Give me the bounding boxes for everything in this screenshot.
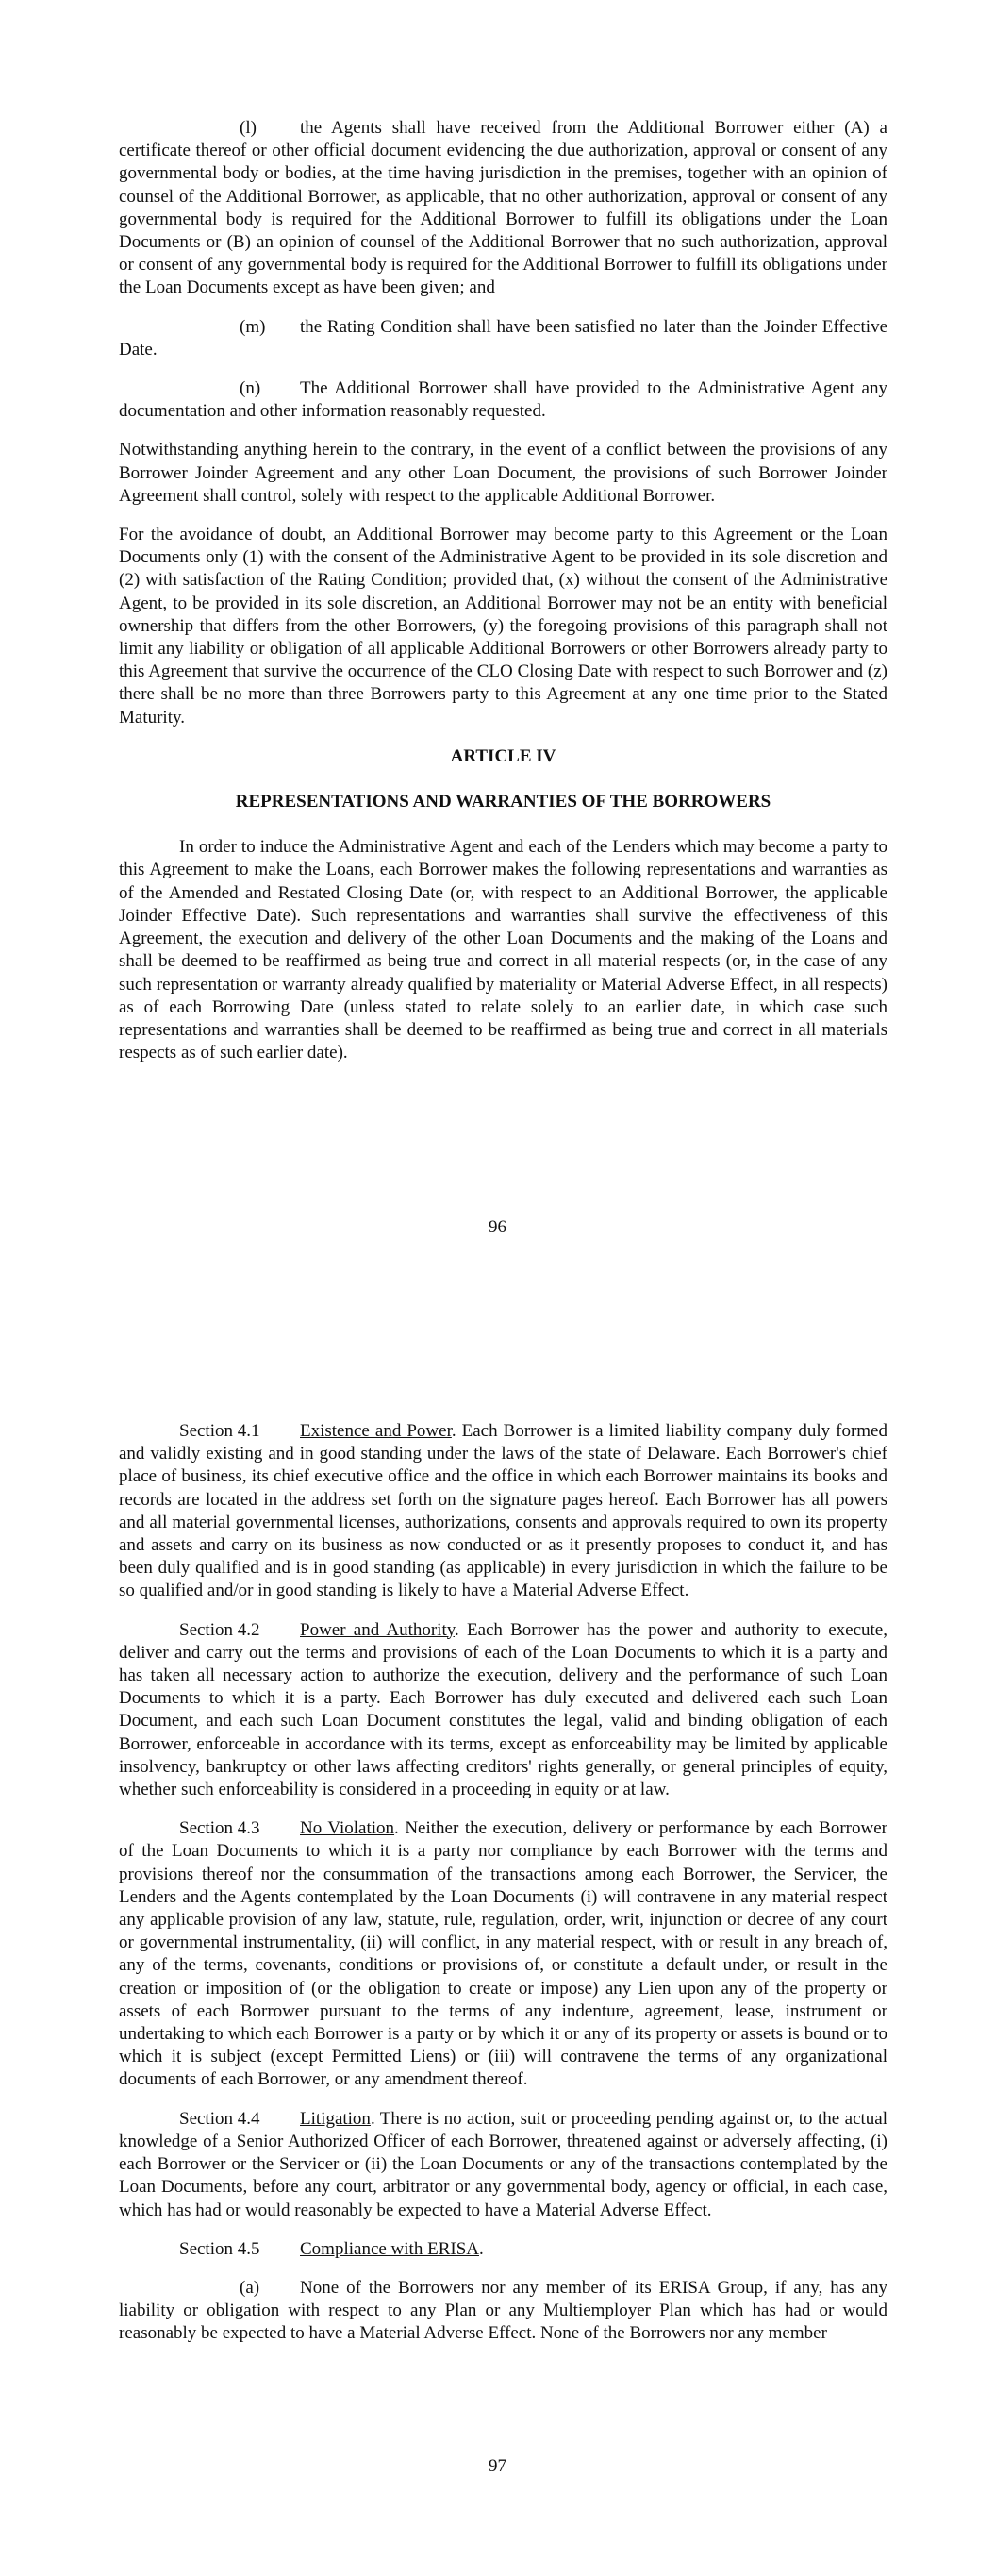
page-97 bbox=[0, 1288, 995, 2576]
clause-l-text: the Agents shall have received from the Additional Borrower either (A) a certificate thereof or other official document evidencing the due authorization, approval or consent of any governmental body or bodies, at the time having jurisdiction in the premises, together with an opinion of counsel of the Additional Borrower, as applicable, that no other authorization, approval or consent of any governmental body is required for the Additional Borrower to fulfill its obligations under the Loan Documents or (B) an opinion of counsel of the Additional Borrower that no such authorization, approval or consent of any governmental body is required for the Additional Borrower to fulfill its obligations under the Loan Documents except as have been given; and bbox=[119, 118, 887, 298]
clause-l-label: (l) bbox=[240, 118, 257, 138]
section-4-3 bbox=[119, 1817, 887, 2091]
page-97-body bbox=[119, 1420, 887, 2362]
section-4-5-a-label: (a) bbox=[240, 2277, 260, 2298]
section-4-3-number: Section 4.3 bbox=[179, 1818, 260, 1839]
section-4-5 bbox=[119, 2238, 887, 2261]
notwithstanding-paragraph: Notwithstanding anything herein to the contrary, in the event of a conflict between the provisions of any Borrower Joinder Agreement and any other Loan Document, the provisions of such Borrower Joinder Agreement shall control, solely with respect to the applicable Additional Borrower. bbox=[119, 440, 887, 506]
section-4-1-number: Section 4.1 bbox=[179, 1421, 260, 1441]
section-4-2 bbox=[119, 1619, 887, 1802]
section-4-5-period: . bbox=[478, 2238, 484, 2259]
section-4-2-number: Section 4.2 bbox=[179, 1619, 260, 1640]
clause-l bbox=[119, 117, 887, 300]
section-4-4-number: Section 4.4 bbox=[179, 2108, 260, 2129]
avoidance-paragraph: For the avoidance of doubt, an Additional Borrower may become party to this Agreement or the Loan Documents only (1) with the consent of the Administrative Agent to be provided in its sole discretion and (2) with satisfaction of the Rating Condition; provided that, (x) without the consent of the Administrative Agent, to be provided in its sole discretion, an Additional Borrower may not be an entity with beneficial ownership that differs from the other Borrowers, (y) the foregoing provisions of this paragraph shall not limit any liability or obligation of all applicable Additional Borrowers or other Borrowers already party to this Agreement that survive the occurrence of the CLO Closing Date with respect to such Borrower and (z) there shall be no more than three Borrowers party to this Agreement at any one time prior to the Stated Maturity. bbox=[119, 525, 887, 728]
clause-n-label: (n) bbox=[240, 378, 261, 399]
clause-m-text: the Rating Condition shall have been satisfied no later than the Joinder Effective Date. bbox=[119, 316, 887, 360]
section-4-5-a-text: None of the Borrowers nor any member of its ERISA Group, if any, has any liability or obligation with respect to any Plan or any Multiemployer Plan which has had or would reasonably be expected to have a Material Adverse Effect. None of the Borrowers nor any member bbox=[119, 2277, 887, 2344]
page-number-96: 96 bbox=[489, 1217, 506, 1237]
section-4-2-title: Power and Authority bbox=[300, 1619, 455, 1640]
section-4-5-a bbox=[119, 2277, 887, 2346]
clause-m bbox=[119, 316, 887, 361]
section-4-1-title: Existence and Power bbox=[300, 1421, 452, 1441]
section-4-4-text: . There is no action, suit or proceeding pending against or, to the actual knowledge of a Senior Authorized Officer of each Borrower, threatened against or adversely affecting, (i) each Borrower or the Servicer or (ii) the Loan Documents or any of the transactions contemplated by the Loan Documents, before any court, arbitrator or any governmental body, agency or official, in each case, which has had or would reasonably be expected to have a Material Adverse Effect. bbox=[119, 2108, 887, 2220]
clause-n bbox=[119, 377, 887, 423]
page-number-97: 97 bbox=[489, 2456, 506, 2476]
section-4-3-title: No Violation bbox=[300, 1818, 395, 1839]
section-4-3-text: . Neither the execution, delivery or performance by each Borrower of the Loan Documents to which it is a party nor compliance by each Borrower with the terms and provisions thereof nor the consummation of the transactions among each Borrower, the Servicer, the Lenders and the Agents contemplated by the Loan Documents (i) will contravene in any material respect any applicable provision of any law, statute, rule, regulation, order, writ, injunction or decree of any court or governmental instrumentality, (ii) will conflict, in any material respect, with or result in any breach of, any of the terms, covenants, conditions or provisions of, or constitute a default under, or result in the creation or imposition of (or the obligation to create or impose) any Lien upon any of the property or assets of each Borrower pursuant to the terms of any indenture, agreement, lease, instrument or undertaking to which each Borrower is a party or by which it or any of its property or assets is bound or to which it is subject (except Permitted Liens) or (iii) will contravene the terms of any organizational documents of each Borrower, or any amendment thereof. bbox=[119, 1818, 887, 2090]
section-4-2-text: . Each Borrower has the power and authority to execute, deliver and carry out the terms and provisions of each of the Loan Documents to which it is a party and has taken all necessary action to authorize the execution, delivery and the performance of such Loan Documents to which it is a party. Each Borrower has duly executed and delivered each such Loan Document, and each such Loan Document constitutes the legal, valid and binding obligation of each Borrower, enforceable in accordance with its terms, except as enforceability may be limited by applicable insolvency, bankruptcy or other laws affecting creditors' rights generally, or general principles of equity, whether such enforceability is considered in a proceeding in equity or at law. bbox=[119, 1619, 887, 1800]
section-4-4-title: Litigation bbox=[300, 2108, 371, 2129]
article-heading: ARTICLE IV bbox=[450, 745, 556, 766]
article-title: REPRESENTATIONS AND WARRANTIES OF THE BORROWERS bbox=[235, 792, 771, 812]
section-4-4 bbox=[119, 2108, 887, 2222]
clause-m-label: (m) bbox=[240, 316, 266, 337]
section-4-1-text: . Each Borrower is a limited liability company duly formed and validly existing and in good standing under the laws of the state of Delaware. Each Borrower's chief place of business, its chief executive office and the office in which each Borrower maintains its books and records are located in the address set forth on the signature pages hereof. Each Borrower has all powers and all material governmental licenses, authorizations, consents and approvals required to own its property and assets and carry on its business as now conducted or as it presently proposes to conduct it, and has been duly qualified and is in good standing (as applicable) in every jurisdiction in which the failure to be so qualified and/or in good standing is likely to have a Material Adverse Effect. bbox=[119, 1421, 887, 1601]
article-intro: In order to induce the Administrative Agent and each of the Lenders which may become a party to this Agreement to make the Loans, each Borrower makes the following representations and warranties as of the Amended and Restated Closing Date (or, with respect to an Additional Borrower, the applicable Joinder Effective Date). Such representations and warranties shall survive the effectiveness of this Agreement, the execution and delivery of the other Loan Documents and the making of the Loans and shall be deemed to be reaffirmed as being true and correct in all material respects (or, in the case of any such representation or warranty already qualified by materiality or Material Adverse Effect, in all respects) as of each Borrowing Date (unless stated to relate solely to an earlier date, in which case such representations and warranties shall be deemed to be reaffirmed as being true and correct in all materials respects as of such earlier date). bbox=[119, 837, 887, 1063]
section-4-5-number: Section 4.5 bbox=[179, 2238, 260, 2259]
section-4-5-title: Compliance with ERISA bbox=[300, 2238, 479, 2259]
section-4-1 bbox=[119, 1420, 887, 1603]
page-96-body bbox=[119, 117, 887, 1080]
clause-n-text: The Additional Borrower shall have provided to the Administrative Agent any documentation and other information reasonably requested. bbox=[119, 378, 887, 422]
